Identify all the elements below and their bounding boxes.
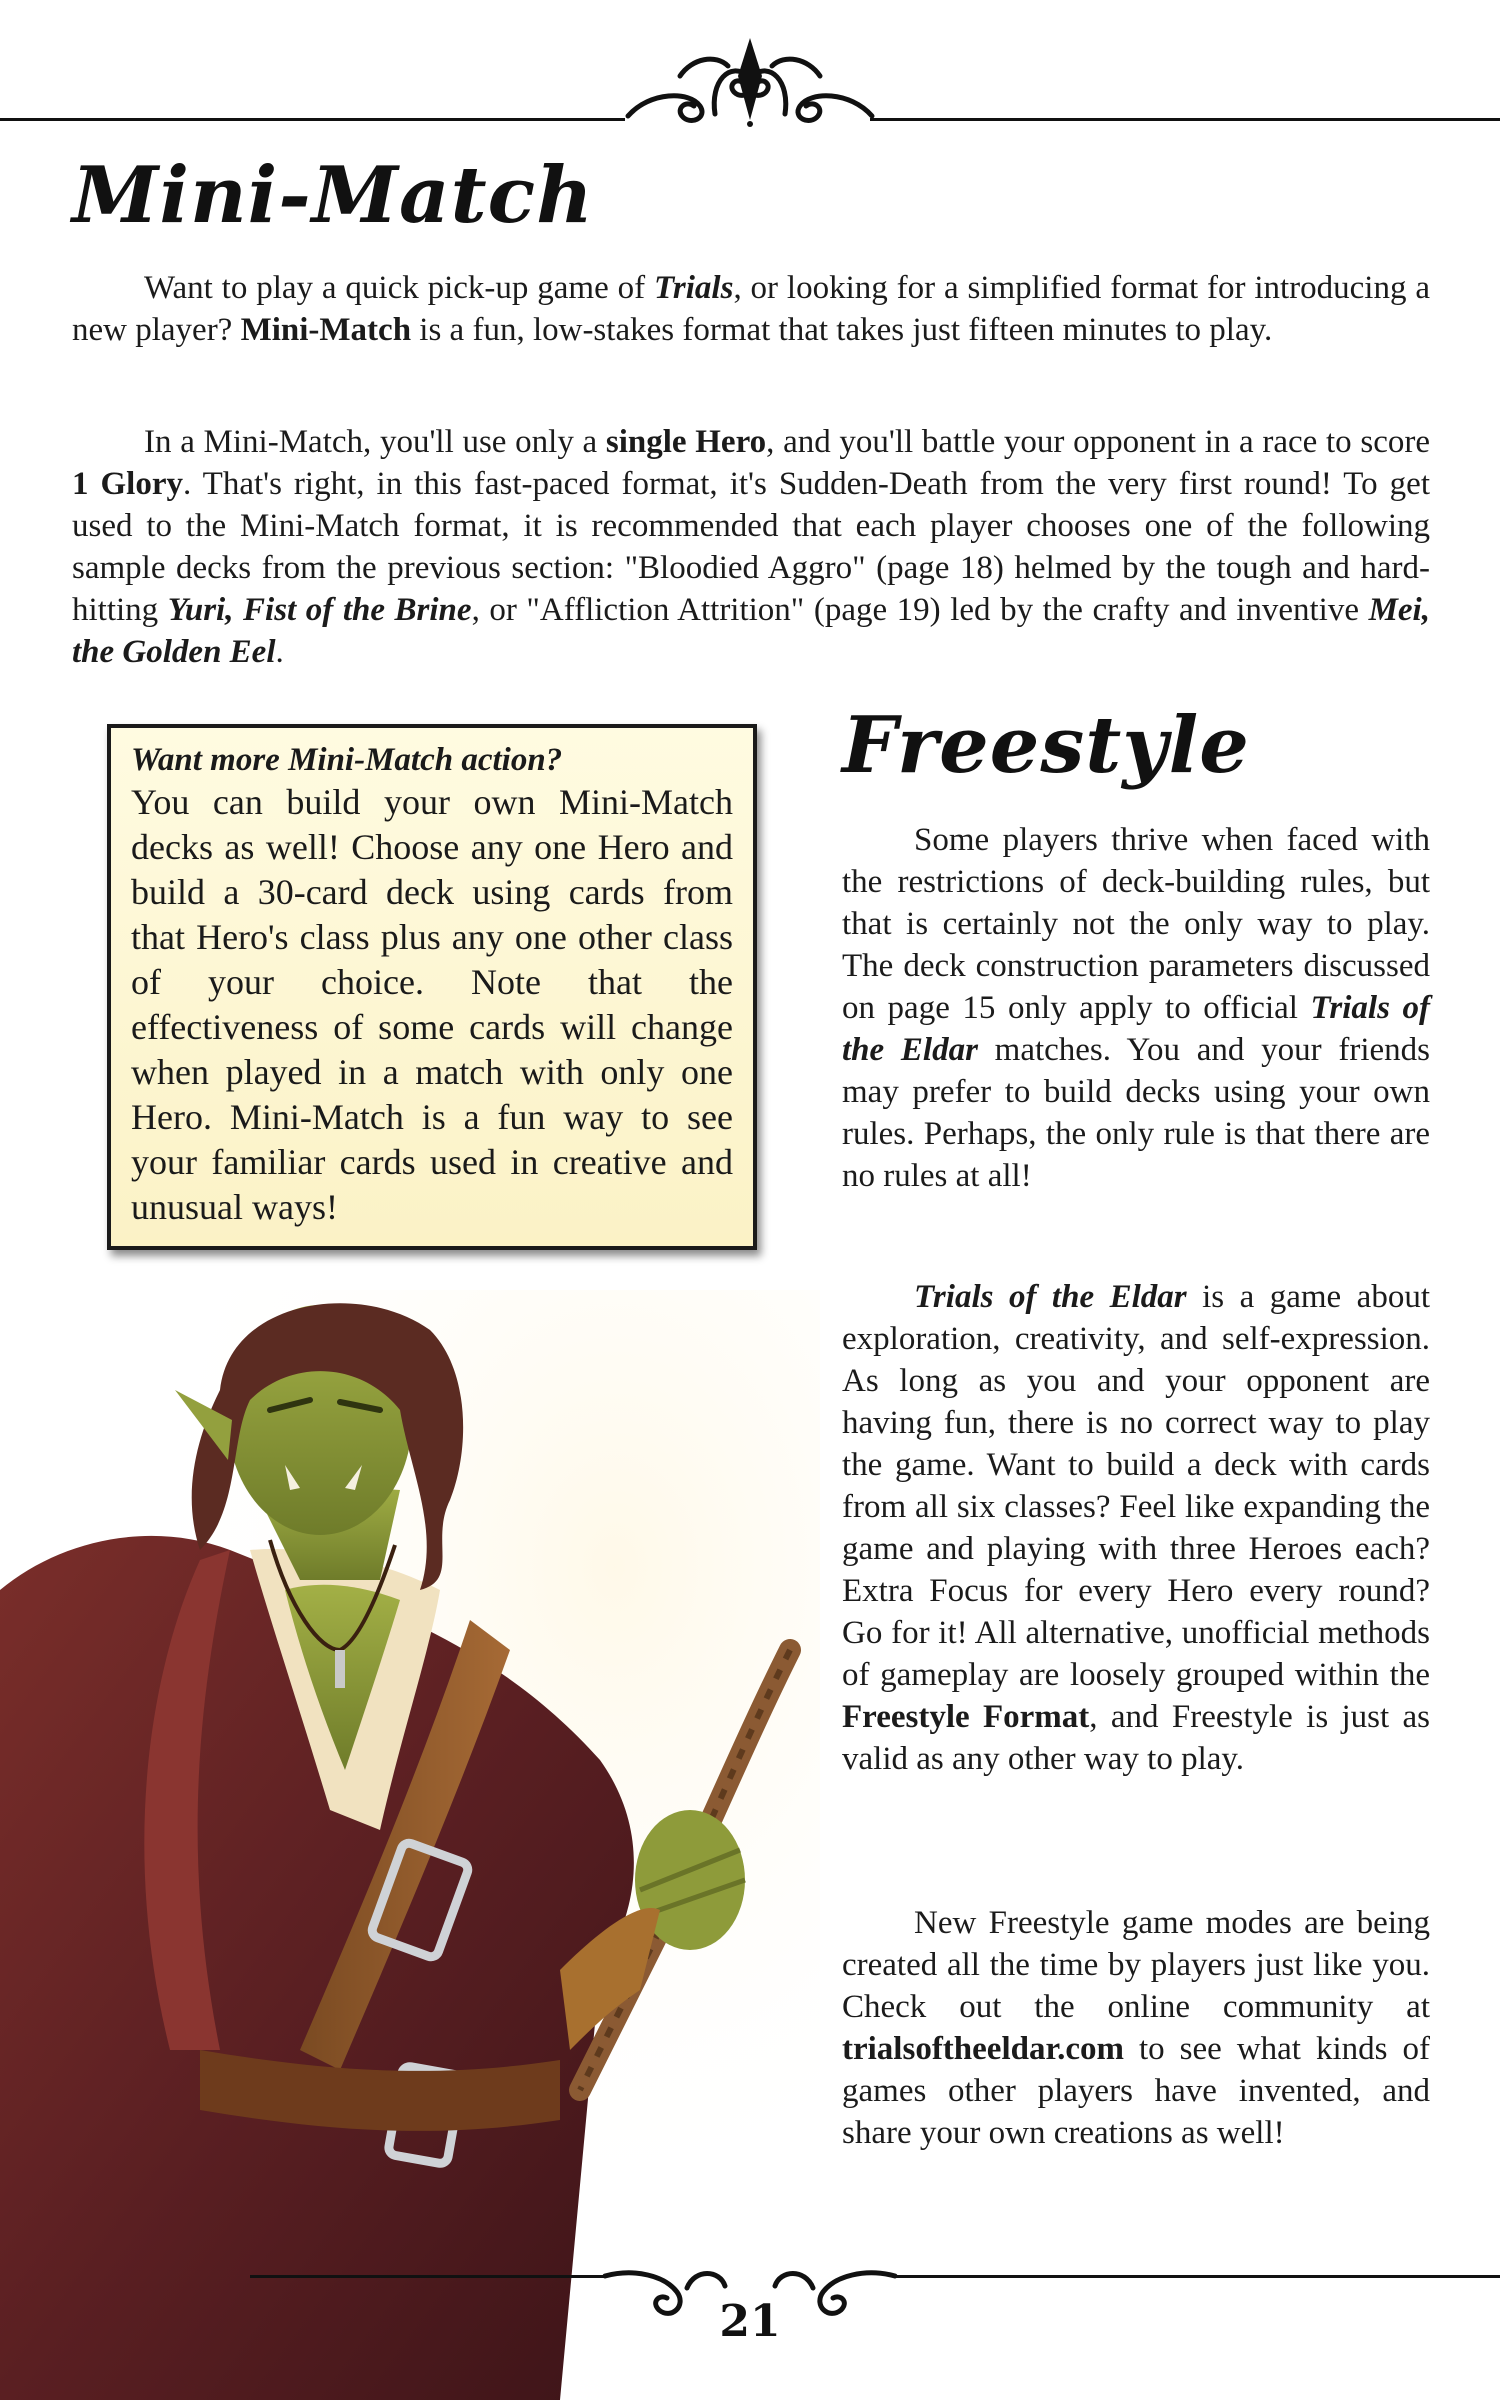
text-run: Some players thrive when faced with the restrictions of deck-building rules, but that is certainly not the only way to play. The deck construction parameters discussed on page 15 only apply to official xyxy=(842,822,1430,1026)
text-run: New Freestyle game modes are being created all the time by players just like you. Check out the online community at xyxy=(842,1905,1430,2025)
header-flourish-icon xyxy=(620,36,880,128)
text-run: Mini-Match xyxy=(240,312,412,348)
text-run: Yuri, Fist of the Brine xyxy=(167,592,472,628)
mini-match-intro-paragraph xyxy=(72,267,1430,351)
text-run: Trials of the Eldar xyxy=(914,1279,1187,1315)
footer-rule-left xyxy=(250,2275,605,2278)
text-run: 1 Glory xyxy=(72,466,183,502)
text-run: . xyxy=(275,634,284,670)
mini-match-rules-paragraph xyxy=(72,421,1430,673)
footer-rule-right xyxy=(895,2275,1500,2278)
freestyle-paragraph-3 xyxy=(842,1902,1430,2154)
orc-hero-illustration xyxy=(0,1290,820,2400)
text-run: trialsoftheeldar.com xyxy=(842,2031,1124,2067)
header-rule-right xyxy=(870,118,1500,121)
text-run: , or "Affliction Attrition" (page 19) led by the crafty and inventive xyxy=(471,592,1369,628)
mini-match-sidebar-box xyxy=(107,724,757,1250)
text-run: . That's right, in this fast-paced format, it's Sudden-Death from the very first round! To get used to the Mini-Match format, it is recommended that each player chooses one of the following sample decks from the previous section: "Bloodied Aggro" (page 18) helmed by the tough and hard-hitting xyxy=(72,466,1430,628)
sidebar-body: You can build your own Mini-Match decks as well! Choose any one Hero and build a 30-card deck using cards from that Hero's class plus any one other class of your choice. Note that the effectiveness of some cards will change when played in a match with only one Hero. Mini-Match is a fun way to see your familiar cards used in creative and unusual ways! xyxy=(131,782,733,1227)
freestyle-paragraph-2 xyxy=(842,1276,1430,1780)
text-run: single Hero xyxy=(605,424,767,460)
text-run: Want to play a quick pick-up game of xyxy=(144,270,654,306)
text-run: is a game about exploration, creativity, and self-expression. As long as you and your opponent are having fun, there is no correct way to play the game. Want to build a deck with cards from all six classes? Feel like expanding the game and playing with three Heroes each? Extra Focus for every Hero every round? Go for it! All alternative, unofficial methods of gameplay are loosely grouped within the xyxy=(842,1279,1431,1693)
text-run: matches. You and your friends may prefer to build decks using your own rules. Perhaps, the only rule is that there are no rules at all! xyxy=(842,1032,1430,1194)
mini-match-heading: Mini-Match xyxy=(72,150,594,241)
text-run: Trials xyxy=(653,270,734,306)
header-rule-left xyxy=(0,118,625,121)
text-run: Trials of the Eldar xyxy=(842,990,1430,1068)
text-run: , and you'll battle your opponent in a race to score xyxy=(766,424,1430,460)
text-run: is a fun, low-stakes format that takes just fifteen minutes to play. xyxy=(411,312,1273,348)
text-run: Mei, the Golden Eel xyxy=(72,592,1430,670)
text-run: In a Mini-Match, you'll use only a xyxy=(144,424,606,460)
text-run: , and Freestyle is just as valid as any other way to play. xyxy=(842,1699,1430,1777)
text-run: Freestyle Format xyxy=(842,1699,1090,1735)
page-number: 21 xyxy=(719,2296,781,2347)
text-run: , or looking for a simplified format for introducing a new player? xyxy=(72,270,1430,348)
freestyle-heading: Freestyle xyxy=(842,700,1250,791)
freestyle-paragraph-1 xyxy=(842,819,1430,1197)
sidebar-title: Want more Mini-Match action? xyxy=(131,742,563,778)
text-run: to see what kinds of games other players have invented, and share your own creations as well! xyxy=(842,2031,1430,2151)
